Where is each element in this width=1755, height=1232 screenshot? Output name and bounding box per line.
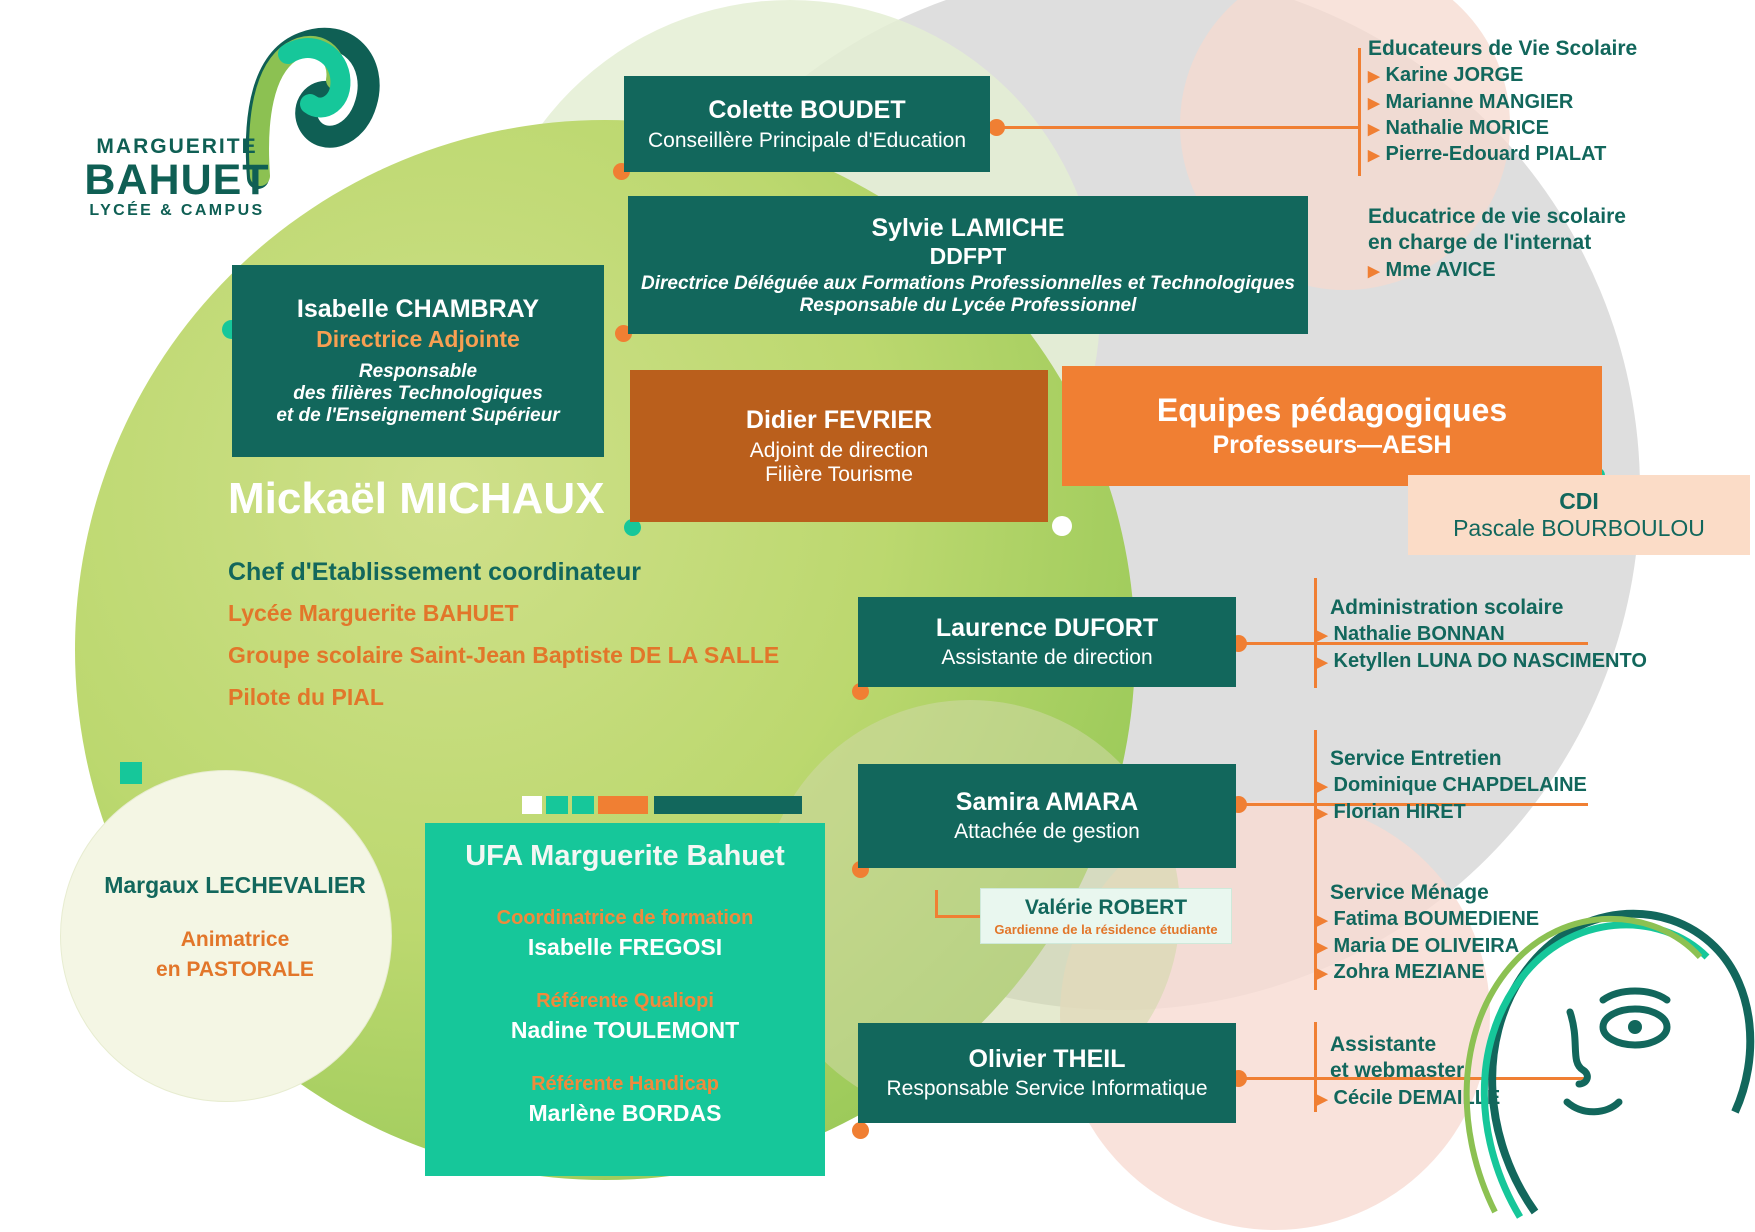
- card-name: Laurence DUFORT: [935, 614, 1159, 642]
- connector-boudet: [994, 126, 1360, 129]
- card-detail-2: des filières Technologiques: [293, 383, 543, 404]
- list-item-label: Dominique CHAPDELAINE: [1333, 774, 1587, 797]
- list-item-label: Cécile DEMAILLE: [1333, 1086, 1501, 1109]
- logo-line-3: LYCÉE & CAMPUS: [89, 202, 265, 220]
- card-role: Gardienne de la résidence étudiante: [994, 921, 1218, 937]
- card-laurence-dufort[interactable]: [858, 597, 1236, 687]
- central-line-2: Groupe scolaire Saint-Jean Baptiste DE LA SALLE: [228, 642, 780, 668]
- ufa-name-3: Marlène BORDAS: [528, 1100, 722, 1126]
- card-name: Pascale BOURBOULOU: [1453, 515, 1705, 541]
- card-detail-1: Responsable: [358, 361, 478, 382]
- ufa-bar-white: [522, 796, 542, 814]
- bullet-arrow-icon: ▶: [1368, 147, 1380, 165]
- card-role-2: Filière Tourisme: [765, 462, 913, 486]
- central-role: Chef d'Etablissement coordinateur: [228, 558, 641, 586]
- central-line-3: Pilote du PIAL: [228, 684, 384, 710]
- list-educateurs-vie-scolaire: [1368, 36, 1637, 168]
- bullet-arrow-icon: ▶: [1316, 1090, 1328, 1108]
- list-title-line-2: en charge de l'internat: [1368, 231, 1592, 255]
- page-title-central-name: Mickaël MICHAUX: [228, 474, 605, 523]
- bullet-arrow-icon: ▶: [1316, 912, 1328, 930]
- connector-dot-theil-left: [852, 1122, 869, 1139]
- card-role: Attachée de gestion: [954, 820, 1140, 843]
- ufa-role-1: Coordinatrice de formation: [496, 907, 754, 929]
- connector-square-pastorale: [120, 762, 142, 784]
- list-item[interactable]: [1316, 648, 1647, 674]
- list-item-label: Nathalie BONNAN: [1333, 623, 1505, 646]
- card-samira-amara[interactable]: [858, 764, 1236, 868]
- connector-vertical-vie-scolaire: [1358, 48, 1361, 176]
- connector-dot-equipes: [1052, 516, 1072, 536]
- ufa-bar-emerald-2: [572, 796, 594, 814]
- ufa-role-3: Référente Handicap: [531, 1073, 719, 1095]
- ufa-name-1: Isabelle FREGOSI: [527, 934, 723, 960]
- connector-robert-vertical: [935, 890, 938, 917]
- ufa-bar-teal: [654, 796, 802, 814]
- card-name: Didier FEVRIER: [745, 405, 933, 434]
- list-item[interactable]: [1368, 115, 1637, 141]
- card-cdi[interactable]: [1408, 475, 1750, 555]
- list-title-line-1: Educatrice de vie scolaire: [1368, 205, 1626, 228]
- pastorale-role-2: en PASTORALE: [156, 958, 314, 981]
- pastorale-role-1: Animatrice: [180, 928, 290, 951]
- card-role-1: Directrice Déléguée aux Formations Professionnelles et Technologiques: [641, 272, 1295, 294]
- card-subtitle: Professeurs—AESH: [1212, 431, 1452, 459]
- ufa-bar-emerald: [546, 796, 568, 814]
- list-title: Educateurs de Vie Scolaire: [1368, 37, 1638, 60]
- bullet-arrow-icon: ▶: [1368, 262, 1380, 280]
- list-title: Service Entretien: [1330, 747, 1502, 770]
- card-role: Conseillère Principale d'Education: [647, 128, 967, 152]
- card-title: Equipes pédagogiques: [1156, 392, 1508, 428]
- list-item-label: Florian HIRET: [1333, 800, 1466, 823]
- card-acronym: DDFPT: [929, 242, 1007, 269]
- list-administration-scolaire: [1316, 595, 1647, 674]
- card-role: Assistante de direction: [941, 646, 1153, 669]
- bullet-arrow-icon: ▶: [1368, 121, 1380, 139]
- bullet-arrow-icon: ▶: [1316, 778, 1328, 796]
- card-isabelle-chambray[interactable]: [232, 265, 604, 457]
- list-item[interactable]: [1316, 621, 1647, 647]
- bullet-arrow-icon: ▶: [1316, 965, 1328, 983]
- bullet-arrow-icon: ▶: [1368, 94, 1380, 112]
- list-item-label: Marianne MANGIER: [1385, 90, 1574, 113]
- list-item-label: Pierre-Edouard PIALAT: [1385, 143, 1607, 166]
- logo-line-1: MARGUERITE: [96, 135, 258, 158]
- card-detail-3: et de l'Enseignement Supérieur: [276, 405, 560, 426]
- list-item-label: Karine JORGE: [1385, 64, 1524, 87]
- card-sylvie-lamiche[interactable]: [628, 196, 1308, 334]
- list-title-line-1: Assistante: [1330, 1033, 1437, 1056]
- list-item-label: Nathalie MORICE: [1385, 117, 1549, 140]
- card-name: Valérie ROBERT: [1024, 895, 1188, 919]
- card-name: Colette BOUDET: [708, 95, 906, 124]
- list-item-label: Maria DE OLIVEIRA: [1333, 934, 1520, 957]
- card-role-1: Adjoint de direction: [749, 438, 929, 462]
- card-name: Isabelle CHAMBRAY: [296, 295, 540, 323]
- ufa-role-2: Référente Qualiopi: [536, 990, 714, 1012]
- list-title-line-2: et webmaster: [1330, 1059, 1465, 1083]
- logo: [48, 18, 398, 218]
- connector-dot-boudet: [988, 119, 1005, 136]
- card-role: Responsable Service Informatique: [886, 1077, 1208, 1100]
- card-name: Sylvie LAMICHE: [871, 213, 1065, 242]
- card-colette-boudet[interactable]: [624, 76, 990, 172]
- ufa-name-2: Nadine TOULEMONT: [510, 1017, 740, 1043]
- decorative-face-illustration: [1335, 712, 1755, 1232]
- list-item-label: Ketyllen LUNA DO NASCIMENTO: [1333, 649, 1647, 672]
- card-equipes-pedagogiques[interactable]: [1062, 366, 1602, 486]
- bullet-arrow-icon: ▶: [1316, 627, 1328, 645]
- central-line-1: Lycée Marguerite BAHUET: [228, 600, 519, 626]
- list-title: Service Ménage: [1330, 881, 1489, 904]
- list-item[interactable]: [1368, 89, 1637, 115]
- connector-robert-horizontal: [935, 915, 981, 918]
- bullet-arrow-icon: ▶: [1316, 804, 1328, 822]
- list-item-label: Mme AVICE: [1385, 258, 1496, 281]
- list-item-label: Zohra MEZIANE: [1333, 961, 1485, 984]
- list-item[interactable]: [1368, 257, 1626, 283]
- card-didier-fevrier[interactable]: [630, 370, 1048, 522]
- list-educatrice-internat: [1368, 204, 1626, 283]
- card-role: Directrice Adjointe: [316, 326, 520, 352]
- bullet-arrow-icon: ▶: [1316, 653, 1328, 671]
- card-olivier-theil[interactable]: [858, 1023, 1236, 1123]
- ufa-bar-orange: [598, 796, 648, 814]
- bullet-arrow-icon: ▶: [1368, 68, 1380, 86]
- card-title: CDI: [1559, 488, 1599, 514]
- card-valerie-robert[interactable]: [980, 888, 1232, 944]
- card-name: Olivier THEIL: [968, 1045, 1126, 1073]
- list-item[interactable]: [1368, 62, 1637, 88]
- card-role-2: Responsable du Lycée Professionnel: [799, 294, 1137, 316]
- card-name: Samira AMARA: [955, 788, 1139, 816]
- list-item-label: Fatima BOUMEDIENE: [1333, 908, 1540, 931]
- logo-line-2: BAHUET: [84, 156, 270, 205]
- bullet-arrow-icon: ▶: [1316, 938, 1328, 956]
- list-item[interactable]: [1368, 141, 1637, 167]
- list-title: Administration scolaire: [1330, 596, 1564, 619]
- pastorale-name: Margaux LECHEVALIER: [104, 872, 366, 898]
- ufa-title: UFA Marguerite Bahuet: [465, 840, 785, 872]
